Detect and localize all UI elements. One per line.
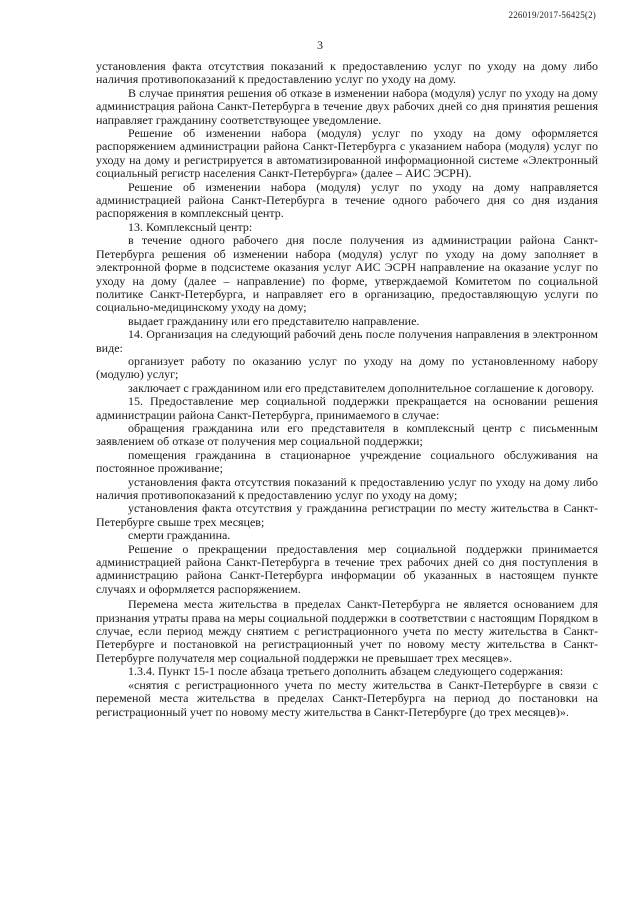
page-number: 3 [317, 38, 323, 52]
paragraph: установления факта отсутствия показаний к предоставлению услуг по уходу на дому либо наличия противопоказаний к предоставлению услуг по уходу на дому; [96, 474, 598, 502]
document-body [96, 60, 598, 719]
paragraph: 13. Комплексный центр: [128, 219, 253, 234]
paragraph: обращения гражданина или его представителя в комплексный центр с письменным заявлением об отказе от получения мер социальной поддержки; [96, 420, 598, 449]
paragraph: организует работу по оказанию услуг по уходу на дому по установленному набору (модулю) услуг; [96, 353, 598, 382]
paragraph: Решение об изменении набора (модуля) услуг по уходу на дому направляется администрацией района Санкт-Петербурга в течение одного рабочего дня со дня издания распоряжения в комплексный центр. [96, 179, 598, 221]
paragraph: в течение одного рабочего дня после получения из администрации района Санкт-Петербурга решения об изменении набора (модуля) услуг по уходу на дому заполняет в электронной форме в подсистеме оказания услуг АИС ЭСРН направление на оказание услуг по уходу на дому (далее – направление) по форме, утверждаемой Комитетом по социальной политике Санкт-Петербурга, и направляет его в организацию, предоставляющую услуги по социально-медицинскому уходу на дому; [96, 233, 598, 315]
document-number: 226019/2017-56425(2) [508, 10, 596, 20]
paragraph: Решение об изменении набора (модуля) услуг по уходу на дому оформляется распоряжением администрации района Санкт-Петербурга с указанием набора (модуля) услуг по уходу на дому и регистрируется в автоматизированной информационной системе «Электронный социальный регистр населения Санкт-Петербурга» (далее – АИС ЭСРН). [96, 126, 598, 181]
paragraph: установления факта отсутствия у гражданина регистрации по месту жительства в Санкт-Петербурге свыше трех месяцев; [96, 501, 598, 529]
paragraph: помещения гражданина в стационарное учреждение социального обслуживания на постоянное проживание; [96, 447, 598, 476]
paragraph: Решение о прекращении предоставления мер социальной поддержки принимается администрацией района Санкт-Петербурга в течение трех рабочих дней со дня поступления в администрацию района Санкт-Петербурга информации об указанных в настоящем пункте случаях и оформляется распоряжением. [96, 541, 598, 596]
paragraph: смерти гражданина. [128, 528, 231, 543]
paragraph: В случае принятия решения об отказе в изменении набора (модуля) услуг по уходу на дому администрация района Санкт-Петербурга в течение двух рабочих дней со дня принятия решения направляет гражданину соответствующее уведомление. [96, 85, 598, 127]
paragraph: 14. Организация на следующий рабочий день после получения направления в электронном виде: [96, 327, 598, 355]
paragraph: установления факта отсутствия показаний к предоставлению услуг по уходу на дому либо наличия противопоказаний к предоставлению услуг по уходу на дому. [96, 59, 598, 87]
paragraph: Перемена места жительства в пределах Санкт-Петербурга не является основанием для признания утраты права на меры социальной поддержки в соответствии с настоящим Порядком в случае, если период между снятием с регистрационного учета по месту жительства в Санкт-Петербурге и постановкой на регистрационный учет по новому месту жительства в Санкт-Петербурге получателя мер социальной поддержки не превышает трех месяцев». [96, 597, 598, 665]
paragraph: заключает с гражданином или его представителем дополнительное соглашение к договору. [128, 380, 594, 395]
paragraph: 1.3.4. Пункт 15-1 после абзаца третьего дополнить абзацем следующего содержания: [128, 664, 564, 679]
paragraph: «снятия с регистрационного учета по месту жительства в Санкт-Петербурге в связи с переменой места жительства в пределах Санкт-Петербурга на период до постановки на регистрационный учет по новому месту жительства в Санкт-Петербурге (до трех месяцев)». [96, 677, 598, 719]
paragraph: выдает гражданину или его представителю направление. [128, 313, 420, 328]
paragraph: 15. Предоставление мер социальной поддержки прекращается на основании решения администрации района Санкт-Петербурга, принимаемого в случае: [96, 394, 598, 422]
